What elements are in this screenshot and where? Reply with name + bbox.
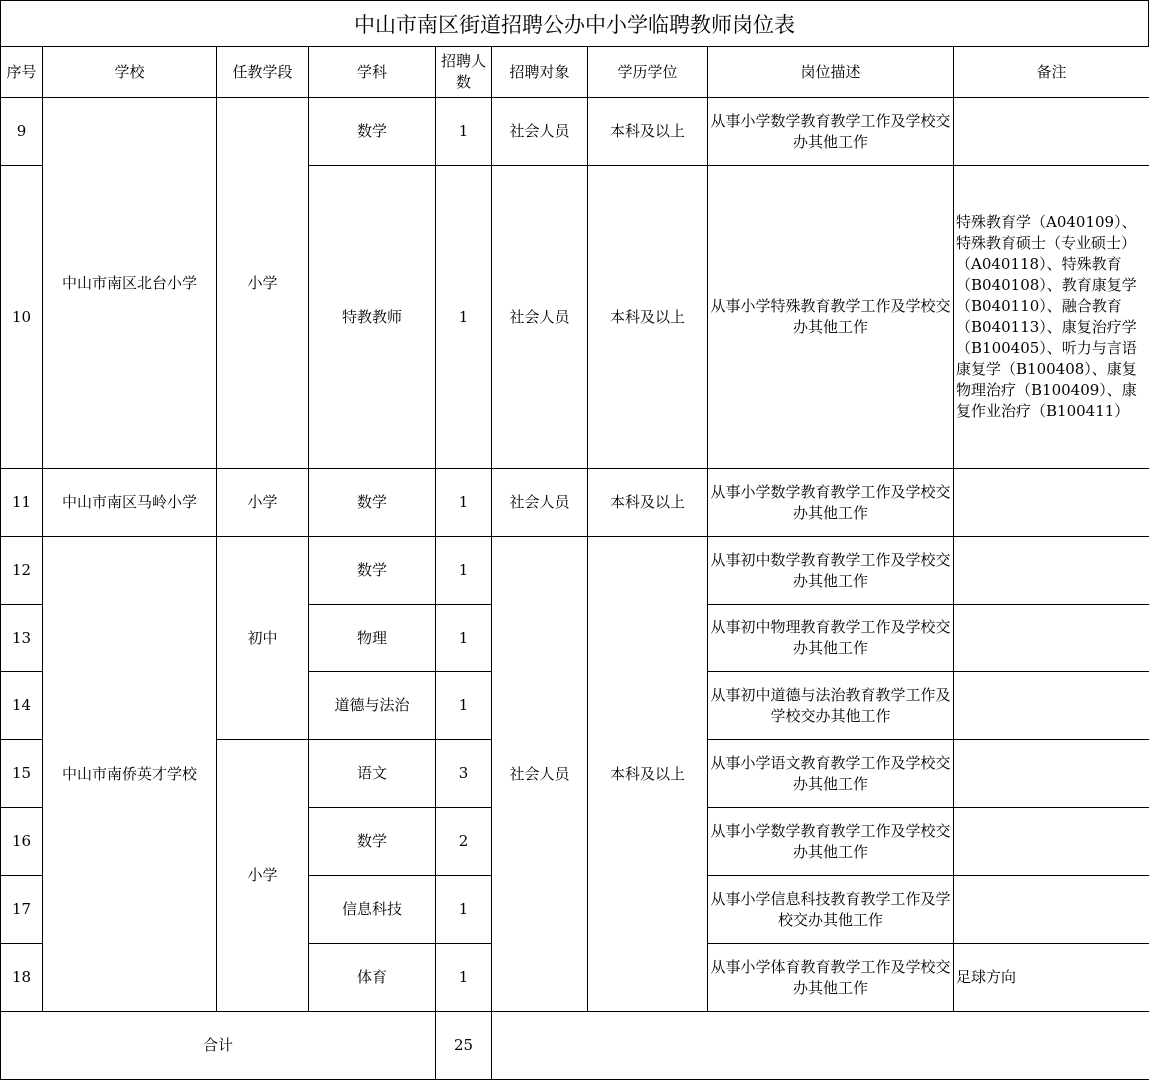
header-target: 招聘对象	[492, 47, 588, 98]
header-subject: 学科	[309, 47, 436, 98]
cell-count: 1	[436, 605, 492, 672]
cell-school: 中山市南区北台小学	[43, 98, 217, 469]
total-empty	[492, 1012, 1149, 1080]
cell-remark	[954, 605, 1149, 672]
recruitment-table	[0, 46, 1149, 1080]
cell-seq: 15	[1, 740, 43, 808]
cell-subject: 语文	[309, 740, 436, 808]
cell-school: 中山市南侨英才学校	[43, 537, 217, 1012]
cell-description: 从事小学语文教育教学工作及学校交办其他工作	[708, 740, 954, 808]
header-education: 学历学位	[588, 47, 708, 98]
header-row	[1, 47, 1149, 98]
cell-school: 中山市南区马岭小学	[43, 469, 217, 537]
cell-remark	[954, 672, 1149, 740]
cell-seq: 18	[1, 944, 43, 1012]
cell-count: 1	[436, 876, 492, 944]
cell-remark	[954, 98, 1149, 166]
cell-description: 从事小学特殊教育教学工作及学校交办其他工作	[708, 166, 954, 469]
header-school: 学校	[43, 47, 217, 98]
cell-education: 本科及以上	[588, 537, 708, 1012]
cell-remark: 特殊教育学（A040109）、特殊教育硕士（专业硕士）（A040118）、特殊教育（B040108）、教育康复学（B040110）、融合教育（B040113）、康复治疗学（B100405）、听力与言语康复学（B100408）、康复物理治疗（B100409）、康复作业治疗（B100411）	[954, 166, 1149, 469]
cell-education: 本科及以上	[588, 469, 708, 537]
cell-description: 从事小学数学教育教学工作及学校交办其他工作	[708, 469, 954, 537]
table-title: 中山市南区街道招聘公办中小学临聘教师岗位表	[0, 0, 1149, 47]
cell-remark	[954, 740, 1149, 808]
header-count: 招聘人数	[436, 47, 492, 98]
cell-description: 从事初中物理教育教学工作及学校交办其他工作	[708, 605, 954, 672]
cell-description: 从事初中数学教育教学工作及学校交办其他工作	[708, 537, 954, 605]
table-row	[1, 537, 1149, 605]
cell-subject: 信息科技	[309, 876, 436, 944]
header-remark: 备注	[954, 47, 1149, 98]
cell-education: 本科及以上	[588, 166, 708, 469]
cell-seq: 17	[1, 876, 43, 944]
cell-target: 社会人员	[492, 98, 588, 166]
cell-description: 从事小学体育教育教学工作及学校交办其他工作	[708, 944, 954, 1012]
header-stage: 任教学段	[217, 47, 309, 98]
cell-subject: 特教教师	[309, 166, 436, 469]
cell-count: 1	[436, 944, 492, 1012]
cell-count: 1	[436, 537, 492, 605]
cell-remark	[954, 808, 1149, 876]
cell-subject: 数学	[309, 537, 436, 605]
table-row	[1, 98, 1149, 166]
total-row	[1, 1012, 1149, 1080]
cell-stage: 小学	[217, 740, 309, 1012]
cell-count: 1	[436, 672, 492, 740]
header-description: 岗位描述	[708, 47, 954, 98]
cell-subject: 数学	[309, 469, 436, 537]
total-count: 25	[436, 1012, 492, 1080]
cell-seq: 10	[1, 166, 43, 469]
cell-description: 从事小学数学教育教学工作及学校交办其他工作	[708, 98, 954, 166]
header-seq: 序号	[1, 47, 43, 98]
cell-remark	[954, 469, 1149, 537]
cell-target: 社会人员	[492, 537, 588, 1012]
cell-description: 从事小学数学教育教学工作及学校交办其他工作	[708, 808, 954, 876]
cell-seq: 13	[1, 605, 43, 672]
cell-count: 1	[436, 469, 492, 537]
cell-stage: 小学	[217, 98, 309, 469]
cell-subject: 道德与法治	[309, 672, 436, 740]
cell-subject: 数学	[309, 98, 436, 166]
cell-subject: 数学	[309, 808, 436, 876]
cell-count: 1	[436, 166, 492, 469]
cell-description: 从事初中道德与法治教育教学工作及学校交办其他工作	[708, 672, 954, 740]
cell-stage: 初中	[217, 537, 309, 740]
cell-count: 1	[436, 98, 492, 166]
cell-subject: 体育	[309, 944, 436, 1012]
cell-remark	[954, 876, 1149, 944]
cell-seq: 16	[1, 808, 43, 876]
cell-target: 社会人员	[492, 469, 588, 537]
cell-remark	[954, 537, 1149, 605]
cell-stage: 小学	[217, 469, 309, 537]
total-label: 合计	[1, 1012, 436, 1080]
cell-subject: 物理	[309, 605, 436, 672]
cell-seq: 12	[1, 537, 43, 605]
cell-count: 3	[436, 740, 492, 808]
cell-count: 2	[436, 808, 492, 876]
cell-education: 本科及以上	[588, 98, 708, 166]
cell-seq: 9	[1, 98, 43, 166]
cell-description: 从事小学信息科技教育教学工作及学校交办其他工作	[708, 876, 954, 944]
cell-target: 社会人员	[492, 166, 588, 469]
cell-seq: 11	[1, 469, 43, 537]
table-row	[1, 469, 1149, 537]
cell-seq: 14	[1, 672, 43, 740]
cell-remark: 足球方向	[954, 944, 1149, 1012]
